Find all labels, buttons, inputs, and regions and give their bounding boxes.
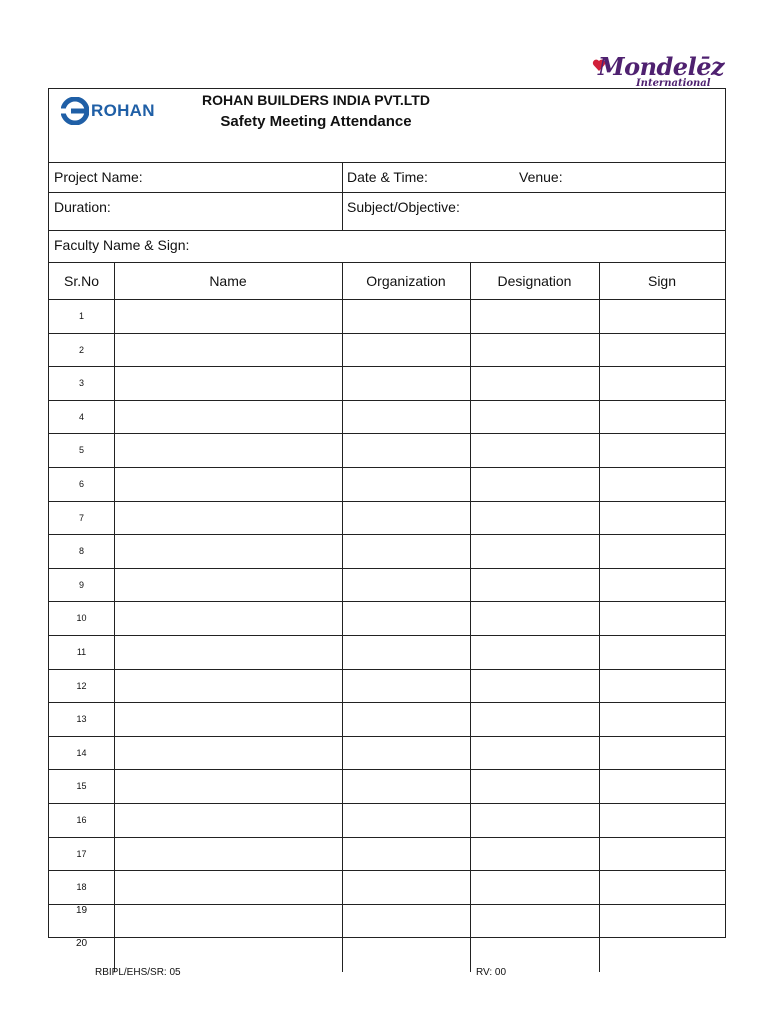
sign-cell[interactable] [599,468,725,501]
col-designation: Designation [497,273,572,289]
organization-cell[interactable] [342,938,470,972]
sr-no-cell: 6 [78,479,84,489]
sr-no-cell: 14 [76,747,87,758]
sign-cell[interactable] [599,434,725,467]
organization-cell[interactable] [342,535,470,568]
organization-cell[interactable] [342,737,470,770]
mondelez-wordmark: Mondelēz [598,52,725,81]
name-cell[interactable] [114,871,342,904]
table-row [49,334,725,368]
sr-no-cell: 2 [78,344,84,355]
designation-cell[interactable] [470,670,599,703]
name-cell[interactable] [114,434,342,467]
designation-cell[interactable] [470,535,599,568]
table-row [49,838,725,872]
subject-label: Subject/Objective: [347,199,460,215]
name-cell[interactable] [114,770,342,803]
table-row [49,905,725,939]
rohan-logo [61,97,161,127]
name-cell[interactable] [114,703,342,736]
name-cell[interactable] [114,905,342,938]
sr-no-cell: 17 [76,848,87,859]
mondelez-logo [592,52,725,92]
sr-no-cell: 4 [78,411,84,422]
organization-cell[interactable] [342,636,470,669]
page-title: Safety Meeting Attendance [220,113,412,130]
sr-no-cell: 10 [76,613,87,624]
venue-label: Venue: [519,169,563,185]
sign-cell[interactable] [599,804,725,837]
faculty-label: Faculty Name & Sign: [54,237,190,253]
table-row [49,502,725,536]
designation-cell[interactable] [470,703,599,736]
designation-cell[interactable] [470,401,599,434]
organization-cell[interactable] [342,905,470,938]
name-cell[interactable] [114,367,342,400]
col-organization: Organization [366,273,446,289]
sr-no-cell: 7 [78,512,84,523]
rohan-circle-icon [61,97,89,125]
name-cell[interactable] [114,636,342,669]
table-row [49,367,725,401]
revision: RV: 00 [476,967,507,978]
sign-cell[interactable] [599,703,725,736]
sr-no-cell: 5 [78,445,84,456]
project-row [49,163,725,193]
sr-no-cell: 8 [78,546,84,557]
table-row [49,468,725,502]
designation-cell[interactable] [470,871,599,904]
table-row [49,770,725,804]
designation-cell[interactable] [470,905,599,938]
designation-cell[interactable] [470,502,599,535]
col-name: Name [209,273,247,289]
sign-cell[interactable] [599,602,725,635]
table-row [49,804,725,838]
designation-cell[interactable] [470,434,599,467]
name-cell[interactable] [114,334,342,367]
organization-cell[interactable] [342,334,470,367]
sign-cell[interactable] [599,502,725,535]
designation-cell[interactable] [470,334,599,367]
sr-no-cell: 11 [76,647,87,657]
sign-cell[interactable] [599,871,725,904]
organization-cell[interactable] [342,703,470,736]
duration-label: Duration: [54,199,111,215]
table-row [49,670,725,704]
name-cell[interactable] [114,535,342,568]
designation-cell[interactable] [470,636,599,669]
sr-no-cell: 18 [76,882,87,893]
project-name-label: Project Name: [54,169,143,185]
sign-cell[interactable] [599,770,725,803]
sr-no-cell: 15 [76,781,87,792]
name-cell[interactable] [114,401,342,434]
table-row [49,535,725,569]
table-row [49,569,725,603]
organization-cell[interactable] [342,770,470,803]
rohan-logo-text: ROHAN [91,101,155,120]
organization-cell[interactable] [342,670,470,703]
sign-cell[interactable] [599,569,725,602]
organization-cell[interactable] [342,871,470,904]
sign-cell[interactable] [599,838,725,871]
sr-no-cell: 3 [78,378,84,389]
doc-code: RBIPL/EHS/SR: 05 [95,967,181,978]
col-sr-no: Sr.No [63,273,99,289]
title-row [49,89,725,163]
sign-cell[interactable] [599,535,725,568]
organization-cell[interactable] [342,300,470,333]
faculty-row [49,231,725,263]
organization-cell[interactable] [342,434,470,467]
name-cell[interactable] [114,602,342,635]
sr-no-cell: 20 [75,938,88,950]
name-cell[interactable] [114,737,342,770]
designation-cell[interactable] [470,367,599,400]
organization-cell[interactable] [342,569,470,602]
table-row [49,300,725,334]
sign-cell[interactable] [599,737,725,770]
table-row [49,602,725,636]
organization-cell[interactable] [342,401,470,434]
sign-cell[interactable] [599,938,725,972]
sr-no-cell: 13 [76,714,87,725]
name-cell[interactable] [114,569,342,602]
designation-cell[interactable] [470,838,599,871]
designation-cell[interactable] [470,468,599,501]
sign-cell[interactable] [599,300,725,333]
sr-no-cell: 19 [75,904,88,916]
designation-cell[interactable] [470,569,599,602]
sign-cell[interactable] [599,636,725,669]
table-row [49,636,725,670]
col-sign: Sign [647,273,677,289]
sign-cell[interactable] [599,334,725,367]
sign-cell[interactable] [599,905,725,938]
table-row [49,434,725,468]
organization-cell[interactable] [342,468,470,501]
designation-cell[interactable] [470,804,599,837]
organization-cell[interactable] [342,502,470,535]
designation-cell[interactable] [470,770,599,803]
sign-cell[interactable] [599,401,725,434]
organization-cell[interactable] [342,838,470,871]
organization-cell[interactable] [342,804,470,837]
sr-no-cell: 1 [78,311,84,321]
organization-cell[interactable] [342,602,470,635]
name-cell[interactable] [114,670,342,703]
name-cell[interactable] [114,838,342,871]
name-cell[interactable] [114,300,342,333]
company-name: ROHAN BUILDERS INDIA PVT.LTD [202,92,430,108]
sr-no-cell: 9 [78,579,84,590]
table-row [49,401,725,435]
date-time-label: Date & Time: [347,169,428,185]
table-row [49,737,725,771]
name-cell[interactable] [114,804,342,837]
duration-row [49,193,725,231]
table-header-row [49,263,725,300]
sign-cell[interactable] [599,670,725,703]
table-row [49,871,725,905]
sign-cell[interactable] [599,367,725,400]
mondelez-subtext: International [636,78,711,89]
table-row [49,703,725,737]
organization-cell[interactable] [342,367,470,400]
sr-no-cell: 16 [76,815,87,825]
name-cell[interactable] [114,468,342,501]
designation-cell[interactable] [470,602,599,635]
name-cell[interactable] [114,502,342,535]
attendance-sheet [48,88,726,950]
designation-cell[interactable] [470,737,599,770]
designation-cell[interactable] [470,300,599,333]
sr-no-cell: 12 [76,680,87,691]
